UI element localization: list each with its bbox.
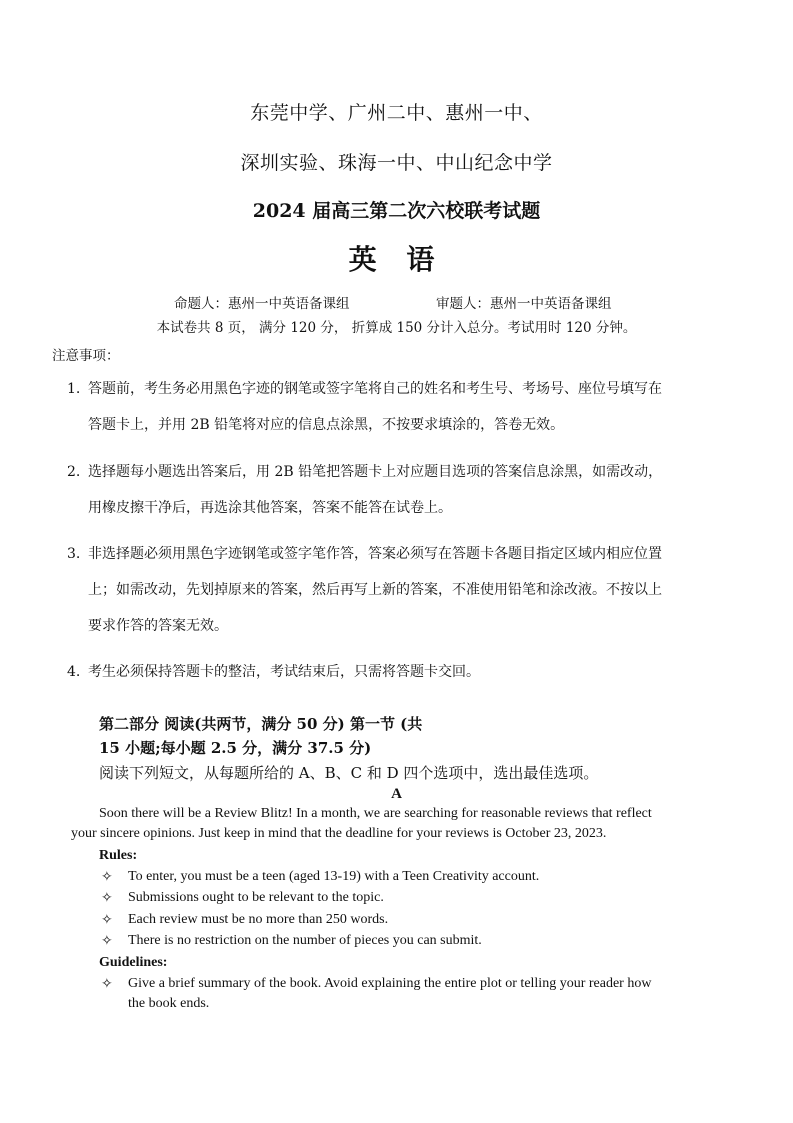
section-heading-line-2: 15 小题;每小题 2.5 分，满分 37.5 分) xyxy=(99,739,372,757)
school-list-line-1: 东莞中学、广州二中、惠州一中、 xyxy=(250,102,543,124)
school-list-line-2: 深圳实验、珠海一中、中山纪念中学 xyxy=(240,152,553,174)
note-line: 答题卡上，并用 2B 铅笔将对应的信息点涂黑，不按要求填涂的，答卷无效。 xyxy=(88,417,565,433)
diamond-bullet-icon: ✧ xyxy=(101,870,113,885)
note-line: 要求作答的答案无效。 xyxy=(88,618,228,634)
guideline-text: the book ends. xyxy=(128,996,210,1011)
note-line: 选择题每小题选出答案后，用 2B 铅笔把答题卡上对应题目选项的答案信息涂黑，如需改动， xyxy=(88,464,663,480)
rule-text: Each review must be no more than 250 words. xyxy=(128,912,389,927)
passage-label: A xyxy=(391,786,402,802)
note-number: 2. xyxy=(67,464,81,480)
rule-text: Submissions ought to be relevant to the topic. xyxy=(128,890,384,905)
note-line: 非选择题必须用黑色字迹钢笔或签字笔作答，答案必须写在答题卡各题目指定区域内相应位置 xyxy=(88,546,662,562)
subject-title: 英 语 xyxy=(348,243,445,276)
diamond-bullet-icon: ✧ xyxy=(101,977,113,992)
note-number: 3. xyxy=(67,546,81,562)
guideline-text: Give a brief summary of the book. Avoid explaining the entire plot or telling your reader how xyxy=(128,976,652,991)
rules-title: Rules: xyxy=(99,848,138,863)
note-line: 上；如需改动，先划掉原来的答案，然后再写上新的答案，不准使用铅笔和涂改液。不按以上 xyxy=(88,582,662,598)
note-number: 4. xyxy=(67,664,81,680)
section-heading-line-1: 第二部分 阅读(共两节，满分 50 分) 第一节 (共 xyxy=(99,715,423,733)
question-reviewer: 审题人：惠州一中英语备课组 xyxy=(436,296,612,312)
note-number: 1. xyxy=(67,381,81,397)
diamond-bullet-icon: ✧ xyxy=(101,891,113,906)
passage-intro-line-2: your sincere opinions. Just keep in mind that the deadline for your reviews is October 23, 2023. xyxy=(71,826,607,841)
note-line: 答题前，考生务必用黑色字迹的钢笔或签字笔将自己的姓名和考生号、考场号、座位号填写在 xyxy=(88,381,662,397)
exam-title: 2024 届高三第二次六校联考试题 xyxy=(252,200,541,222)
guidelines-title: Guidelines: xyxy=(99,955,168,970)
passage-intro-line-1: Soon there will be a Review Blitz! In a month, we are searching for reasonable reviews that reflect xyxy=(99,806,652,821)
section-instruction: 阅读下列短文，从每题所给的 A、B、C 和 D 四个选项中，选出最佳选项。 xyxy=(99,764,599,782)
rule-text: To enter, you must be a teen (aged 13-19) with a Teen Creativity account. xyxy=(128,869,540,884)
notes-title: 注意事项： xyxy=(52,348,120,364)
rule-text: There is no restriction on the number of pieces you can submit. xyxy=(128,933,482,948)
diamond-bullet-icon: ✧ xyxy=(101,934,113,949)
note-line: 考生必须保持答题卡的整洁，考试结束后，只需将答题卡交回。 xyxy=(88,664,480,680)
exam-info: 本试卷共 8 页， 满分 120 分， 折算成 150 分计入总分。考试用时 120 分钟。 xyxy=(156,320,637,336)
diamond-bullet-icon: ✧ xyxy=(101,913,113,928)
question-setter: 命题人：惠州一中英语备课组 xyxy=(174,296,350,312)
note-line: 用橡皮擦干净后，再选涂其他答案，答案不能答在试卷上。 xyxy=(88,500,452,516)
